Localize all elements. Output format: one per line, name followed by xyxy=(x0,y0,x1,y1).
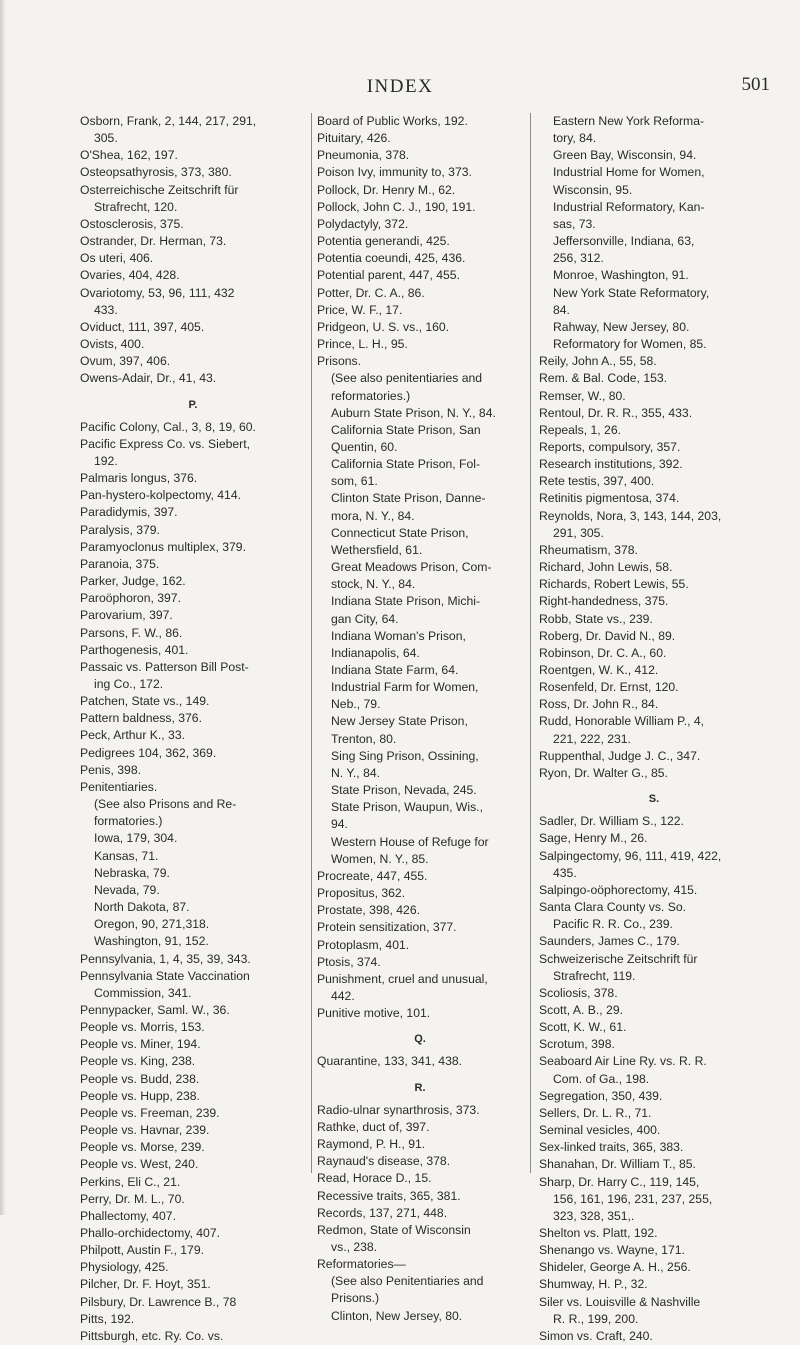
index-subentry: mora, N. Y., 84. xyxy=(331,508,415,523)
index-subentry: Connecticut State Prison, xyxy=(331,525,469,540)
index-subentry: Reformatory for Women, 85. xyxy=(553,337,707,352)
index-subentry: Washington, 91, 152. xyxy=(94,934,209,949)
index-entry: Parthogenesis, 401. xyxy=(80,642,189,657)
index-entry: O'Shea, 162, 197. xyxy=(80,148,178,163)
index-subentry: California State Prison, Fol- xyxy=(331,457,481,472)
index-subentry: 433. xyxy=(94,302,118,317)
index-entry: Perkins, Eli C., 21. xyxy=(80,1174,181,1189)
index-entry: Prostate, 398, 426. xyxy=(317,903,420,918)
index-entry: Sharp, Dr. Harry C., 119, 145, xyxy=(539,1174,700,1189)
index-entry: Siler vs. Louisville & Nashville xyxy=(539,1294,701,1309)
index-subentry: tory, 84. xyxy=(553,131,597,146)
index-entry: Roberg, Dr. David N., 89. xyxy=(539,628,676,643)
index-entry: Sage, Henry M., 26. xyxy=(539,831,648,846)
index-subentry: North Dakota, 87. xyxy=(94,900,190,915)
index-entry: Ovaries, 404, 428. xyxy=(80,268,180,283)
index-entry: Paranoia, 375. xyxy=(80,556,160,571)
index-entry: Ovists, 400. xyxy=(80,337,145,352)
index-entry: Read, Horace D., 15. xyxy=(317,1171,432,1186)
index-entry: Robb, State vs., 239. xyxy=(539,611,653,626)
index-column-1 xyxy=(80,113,306,1343)
index-entry: Seminal vesicles, 400. xyxy=(539,1123,661,1138)
index-subentry: Trenton, 80. xyxy=(331,731,397,746)
index-entry: Os uteri, 406. xyxy=(80,251,154,266)
index-entry: Reformatories— xyxy=(317,1257,406,1272)
index-subentry: Indiana State Farm, 64. xyxy=(331,663,459,677)
index-entry: Pattern baldness, 376. xyxy=(80,711,202,726)
index-entry: Polydactyly, 372. xyxy=(317,216,409,231)
index-subentry: Wisconsin, 95. xyxy=(553,182,633,197)
index-subentry: Wethersfield, 61. xyxy=(331,542,423,557)
index-entry: Pan-hystero-kolpectomy, 414. xyxy=(80,488,241,503)
index-subentry: 192. xyxy=(94,453,118,468)
index-entry: People vs. West, 240. xyxy=(80,1157,199,1172)
column-divider xyxy=(311,113,312,1173)
index-entry: Penis, 398. xyxy=(80,762,141,777)
index-entry: Shanahan, Dr. William T., 85. xyxy=(539,1157,696,1172)
index-subentry: Industrial Reformatory, Kan- xyxy=(553,199,705,214)
index-entry: Poison Ivy, immunity to, 373. xyxy=(317,165,472,180)
index-subentry: N. Y., 84. xyxy=(331,765,381,780)
index-column-3 xyxy=(539,113,769,1343)
index-entry: Palmaris longus, 376. xyxy=(80,471,198,486)
index-subentry: Nebraska, 79. xyxy=(94,865,170,880)
index-entry: Physiology, 425. xyxy=(80,1260,169,1275)
index-subentry: 442. xyxy=(331,988,355,1003)
index-entry: Paroöphoron, 397. xyxy=(80,591,181,606)
index-subentry: 291, 305. xyxy=(553,525,604,540)
index-entry: Retinitis pigmentosa, 374. xyxy=(539,491,680,506)
index-entry: Peck, Arthur K., 33. xyxy=(80,728,185,743)
index-entry: Potentia generandi, 425. xyxy=(317,234,450,249)
index-entry: Quarantine, 133, 341, 438. xyxy=(317,1054,463,1069)
index-entry: Research institutions, 392. xyxy=(539,457,683,472)
index-entry: Phallectomy, 407. xyxy=(80,1208,176,1223)
index-entry: Rathke, duct of, 397. xyxy=(317,1119,430,1134)
index-entry: Repeals, 1, 26. xyxy=(539,422,621,437)
index-subentry: Indiana Woman's Prison, xyxy=(331,628,466,643)
index-subentry: Strafrecht, 119. xyxy=(553,968,636,983)
index-subentry: stock, N. Y., 84. xyxy=(331,577,416,592)
index-entry: Rentoul, Dr. R. R., 355, 433. xyxy=(539,405,693,420)
index-entry: Scrotum, 398. xyxy=(539,1037,615,1052)
index-entry: Passaic vs. Patterson Bill Post- xyxy=(80,659,249,674)
index-subentry: som, 61. xyxy=(331,474,378,489)
index-entry: Paradidymis, 397. xyxy=(80,505,178,520)
column-divider xyxy=(530,113,531,1173)
index-entry: Philpott, Austin F., 179. xyxy=(80,1243,204,1258)
index-entry: Saunders, James C., 179. xyxy=(539,934,680,949)
index-subentry: Com. of Ga., 198. xyxy=(553,1071,650,1086)
index-entry: Reily, John A., 55, 58. xyxy=(539,354,657,369)
index-subentry: reformatories.) xyxy=(331,388,411,403)
index-entry: Procreate, 447, 455. xyxy=(317,868,428,883)
index-entry: People vs. King, 238. xyxy=(80,1054,196,1069)
index-entry: Sadler, Dr. William S., 122. xyxy=(539,814,684,829)
index-entry: Shideler, George A. H., 256. xyxy=(539,1260,691,1275)
index-subentry: Industrial Farm for Women, xyxy=(331,680,479,695)
index-subentry: vs., 238. xyxy=(331,1240,378,1254)
index-entry: Pittsburgh, etc. Ry. Co. vs. xyxy=(80,1328,224,1343)
index-entry: Ovariotomy, 53, 96, 111, 432 xyxy=(80,285,235,300)
index-subentry: Jeffersonville, Indiana, 63, xyxy=(553,234,695,249)
index-entry: Salpingo-oöphorectomy, 415. xyxy=(539,882,698,897)
index-entry: Rem. & Bal. Code, 153. xyxy=(539,371,668,386)
index-entry: Board of Public Works, 192. xyxy=(317,114,468,128)
index-subentry: Strafrecht, 120. xyxy=(94,199,178,214)
index-subentry: State Prison, Waupun, Wis., xyxy=(331,800,483,815)
index-entry: Protein sensitization, 377. xyxy=(317,920,457,935)
index-subentry: Prisons.) xyxy=(331,1291,380,1306)
index-subentry: Quentin, 60. xyxy=(331,439,398,454)
index-subentry: 256, 312. xyxy=(553,251,604,266)
index-entry: Pacific Colony, Cal., 3, 8, 19, 60. xyxy=(80,419,256,434)
index-subentry: gan City, 64. xyxy=(331,611,399,626)
index-subentry: sas, 73. xyxy=(553,216,596,231)
index-entry: Richard, John Lewis, 58. xyxy=(539,560,673,575)
index-entry: Records, 137, 271, 448. xyxy=(317,1205,448,1220)
index-entry: People vs. Miner, 194. xyxy=(80,1037,201,1052)
index-entry: People vs. Freeman, 239. xyxy=(80,1105,220,1120)
index-entry: Sellers, Dr. L. R., 71. xyxy=(539,1105,652,1120)
index-entry: Reynolds, Nora, 3, 143, 144, 203, xyxy=(539,508,722,523)
index-entry: Parsons, F. W., 86. xyxy=(80,625,183,640)
index-subentry: Clinton, New Jersey, 80. xyxy=(331,1308,463,1323)
index-entry: Osborn, Frank, 2, 144, 217, 291, xyxy=(80,114,257,128)
index-entry: Radio-ulnar synarthrosis, 373. xyxy=(317,1102,480,1117)
index-entry: Punitive motive, 101. xyxy=(317,1006,431,1021)
index-entry: Perry, Dr. M. L., 70. xyxy=(80,1191,185,1206)
index-entry: Scott, K. W., 61. xyxy=(539,1020,627,1035)
index-entry: Sex-linked traits, 365, 383. xyxy=(539,1140,684,1155)
index-entry: Segregation, 350, 439. xyxy=(539,1088,663,1103)
index-entry: Pilcher, Dr. F. Hoyt, 351. xyxy=(80,1277,211,1292)
index-subentry: Sing Sing Prison, Ossining, xyxy=(331,748,479,763)
index-entry: Right-handedness, 375. xyxy=(539,594,669,609)
index-subentry: (See also penitentiaries and xyxy=(331,371,483,386)
index-entry: Shenango vs. Wayne, 171. xyxy=(539,1243,685,1258)
section-letter: Q. xyxy=(414,1033,426,1046)
index-entry: Santa Clara County vs. So. xyxy=(539,900,686,915)
index-entry: Shelton vs. Platt, 192. xyxy=(539,1226,658,1240)
index-entry: Rosenfeld, Dr. Ernst, 120. xyxy=(539,680,679,695)
index-subentry: Neb., 79. xyxy=(331,697,381,712)
index-entry: Robinson, Dr. C. A., 60. xyxy=(539,645,667,660)
index-entry: Pollock, John C. J., 190, 191. xyxy=(317,199,476,214)
index-entry: People vs. Morris, 153. xyxy=(80,1020,205,1035)
index-entry: Owens-Adair, Dr., 41, 43. xyxy=(80,371,217,386)
index-subentry: 435. xyxy=(553,865,577,880)
index-entry: Ryon, Dr. Walter G., 85. xyxy=(539,765,668,780)
index-entry: Scott, A. B., 29. xyxy=(539,1002,624,1017)
index-entry: Phallo-orchidectomy, 407. xyxy=(80,1226,221,1240)
index-subentry: ing Co., 172. xyxy=(94,677,164,691)
index-entry: Recessive traits, 365, 381. xyxy=(317,1188,461,1203)
index-entry: Raynaud's disease, 378. xyxy=(317,1154,451,1169)
index-entry: Prince, L. H., 95. xyxy=(317,337,408,352)
index-entry: Rheumatism, 378. xyxy=(539,542,638,557)
index-entry: Ptosis, 374. xyxy=(317,954,381,969)
index-entry: Parker, Judge, 162. xyxy=(80,574,186,589)
index-entry: Rete testis, 397, 400. xyxy=(539,474,655,489)
page-title: INDEX xyxy=(366,76,434,97)
index-entry: Propositus, 362. xyxy=(317,886,406,901)
index-entry: Richards, Robert Lewis, 55. xyxy=(539,577,689,592)
index-entry: Schweizerische Zeitschrift für xyxy=(539,951,698,966)
index-subentry: Auburn State Prison, N. Y., 84. xyxy=(331,405,496,420)
index-entry: Paramyoclonus multiplex, 379. xyxy=(80,539,246,554)
index-entry: Pennypacker, Saml. W., 36. xyxy=(80,1002,230,1017)
index-subentry: Oregon, 90, 271,318. xyxy=(94,917,210,932)
index-entry: People vs. Morse, 239. xyxy=(80,1140,205,1155)
index-entry: Rudd, Honorable William P., 4, xyxy=(539,714,705,729)
index-entry: Pitts, 192. xyxy=(80,1311,135,1326)
index-entry: Scoliosis, 378. xyxy=(539,985,618,1000)
index-entry: Osterreichische Zeitschrift für xyxy=(80,182,239,197)
index-entry: Potentia coeundi, 425, 436. xyxy=(317,251,466,266)
index-subentry: Commission, 341. xyxy=(94,985,192,1000)
index-entry: Salpingectomy, 96, 111, 419, 422, xyxy=(539,848,722,863)
index-entry: Redmon, State of Wisconsin xyxy=(317,1222,471,1237)
index-subentry: Pacific R. R. Co., 239. xyxy=(553,917,673,932)
index-entry: Shumway, H. P., 32. xyxy=(539,1277,648,1292)
index-column-2 xyxy=(317,113,523,1323)
index-entry: Prisons. xyxy=(317,354,362,369)
index-entry: Remser, W., 80. xyxy=(539,388,626,403)
index-subentry: New York State Reformatory, xyxy=(553,285,710,300)
index-entry: Seaboard Air Line Ry. vs. R. R. xyxy=(539,1054,707,1069)
index-entry: Ruppenthal, Judge J. C., 347. xyxy=(539,748,701,763)
index-entry: Ovum, 397, 406. xyxy=(80,354,171,369)
index-subentry: formatories.) xyxy=(94,814,163,829)
index-subentry: 94. xyxy=(331,817,348,832)
index-entry: Ostrander, Dr. Herman, 73. xyxy=(80,234,227,249)
index-subentry: Indianapolis, 64. xyxy=(331,645,420,660)
index-subentry: (See also Prisons and Re- xyxy=(94,797,237,812)
index-entry: Ross, Dr. John R., 84. xyxy=(539,697,659,712)
index-entry: Oviduct, 111, 397, 405. xyxy=(80,319,205,334)
index-entry: Pridgeon, U. S. vs., 160. xyxy=(317,319,450,334)
index-subentry: California State Prison, San xyxy=(331,422,481,437)
index-entry: Osteopsathyrosis, 373, 380. xyxy=(80,165,232,180)
index-entry: Reports, compulsory, 357. xyxy=(539,439,681,454)
index-entry: Protoplasm, 401. xyxy=(317,937,410,952)
index-entry: People vs. Havnar, 239. xyxy=(80,1123,210,1138)
index-subentry: Indiana State Prison, Michi- xyxy=(331,594,481,609)
index-entry: Pedigrees 104, 362, 369. xyxy=(80,745,217,760)
index-subentry: Monroe, Washington, 91. xyxy=(553,268,689,283)
index-subentry: 84. xyxy=(553,302,570,317)
index-subentry: Iowa, 179, 304. xyxy=(94,831,178,846)
index-subentry: Eastern New York Reforma- xyxy=(553,114,705,128)
index-entry: Pneumonia, 378. xyxy=(317,148,410,163)
index-entry: Pollock, Dr. Henry M., 62. xyxy=(317,182,456,197)
index-entry: People vs. Hupp, 238. xyxy=(80,1088,200,1103)
page-edge xyxy=(0,0,6,1215)
index-entry: Pituitary, 426. xyxy=(317,131,391,146)
index-subentry: 156, 161, 196, 231, 237, 255, xyxy=(553,1191,713,1206)
index-subentry: Western House of Refuge for xyxy=(331,834,489,849)
section-letter: R. xyxy=(414,1081,426,1094)
section-letter: S. xyxy=(648,793,660,806)
index-subentry: R. R., 199, 200. xyxy=(553,1311,639,1326)
index-entry: Pilsbury, Dr. Lawrence B., 78 xyxy=(80,1294,237,1309)
page-number: 501 xyxy=(741,74,770,95)
index-subentry: 305. xyxy=(94,131,118,146)
index-entry: Penitentiaries. xyxy=(80,779,158,794)
index-subentry: Great Meadows Prison, Com- xyxy=(331,560,492,575)
index-entry: Simon vs. Craft, 240. xyxy=(539,1328,653,1343)
index-subentry: Clinton State Prison, Danne- xyxy=(331,491,486,506)
index-entry: Pennsylvania State Vaccination xyxy=(80,968,250,983)
index-subentry: 323, 328, 351,. xyxy=(553,1208,635,1223)
index-entry: Price, W. F., 17. xyxy=(317,302,403,317)
index-entry: Pennsylvania, 1, 4, 35, 39, 343. xyxy=(80,951,251,966)
index-entry: Paralysis, 379. xyxy=(80,522,160,537)
index-subentry: (See also Penitentiaries and xyxy=(331,1274,484,1289)
index-entry: Potential parent, 447, 455. xyxy=(317,268,460,283)
index-entry: Ostosclerosis, 375. xyxy=(80,216,184,231)
index-entry: Pacific Express Co. vs. Siebert, xyxy=(80,436,251,451)
index-entry: Patchen, State vs., 149. xyxy=(80,694,210,709)
index-entry: Raymond, P. H., 91. xyxy=(317,1137,426,1152)
index-subentry: Green Bay, Wisconsin, 94. xyxy=(553,148,697,163)
index-entry: Potter, Dr. C. A., 86. xyxy=(317,285,425,300)
index-subentry: State Prison, Nevada, 245. xyxy=(331,783,477,798)
index-subentry: Kansas, 71. xyxy=(94,848,159,863)
index-entry: Punishment, cruel and unusual, xyxy=(317,971,488,986)
index-entry: Parovarium, 397. xyxy=(80,608,173,623)
index-subentry: Rahway, New Jersey, 80. xyxy=(553,319,690,334)
index-subentry: Women, N. Y., 85. xyxy=(331,851,429,866)
index-entry: Roentgen, W. K., 412. xyxy=(539,663,659,677)
section-letter: P. xyxy=(188,398,198,411)
index-entry: People vs. Budd, 238. xyxy=(80,1071,200,1086)
index-subentry: Nevada, 79. xyxy=(94,882,160,897)
index-subentry: New Jersey State Prison, xyxy=(331,714,468,729)
index-subentry: Industrial Home for Women, xyxy=(553,165,705,180)
index-subentry: 221, 222, 231. xyxy=(553,731,631,746)
